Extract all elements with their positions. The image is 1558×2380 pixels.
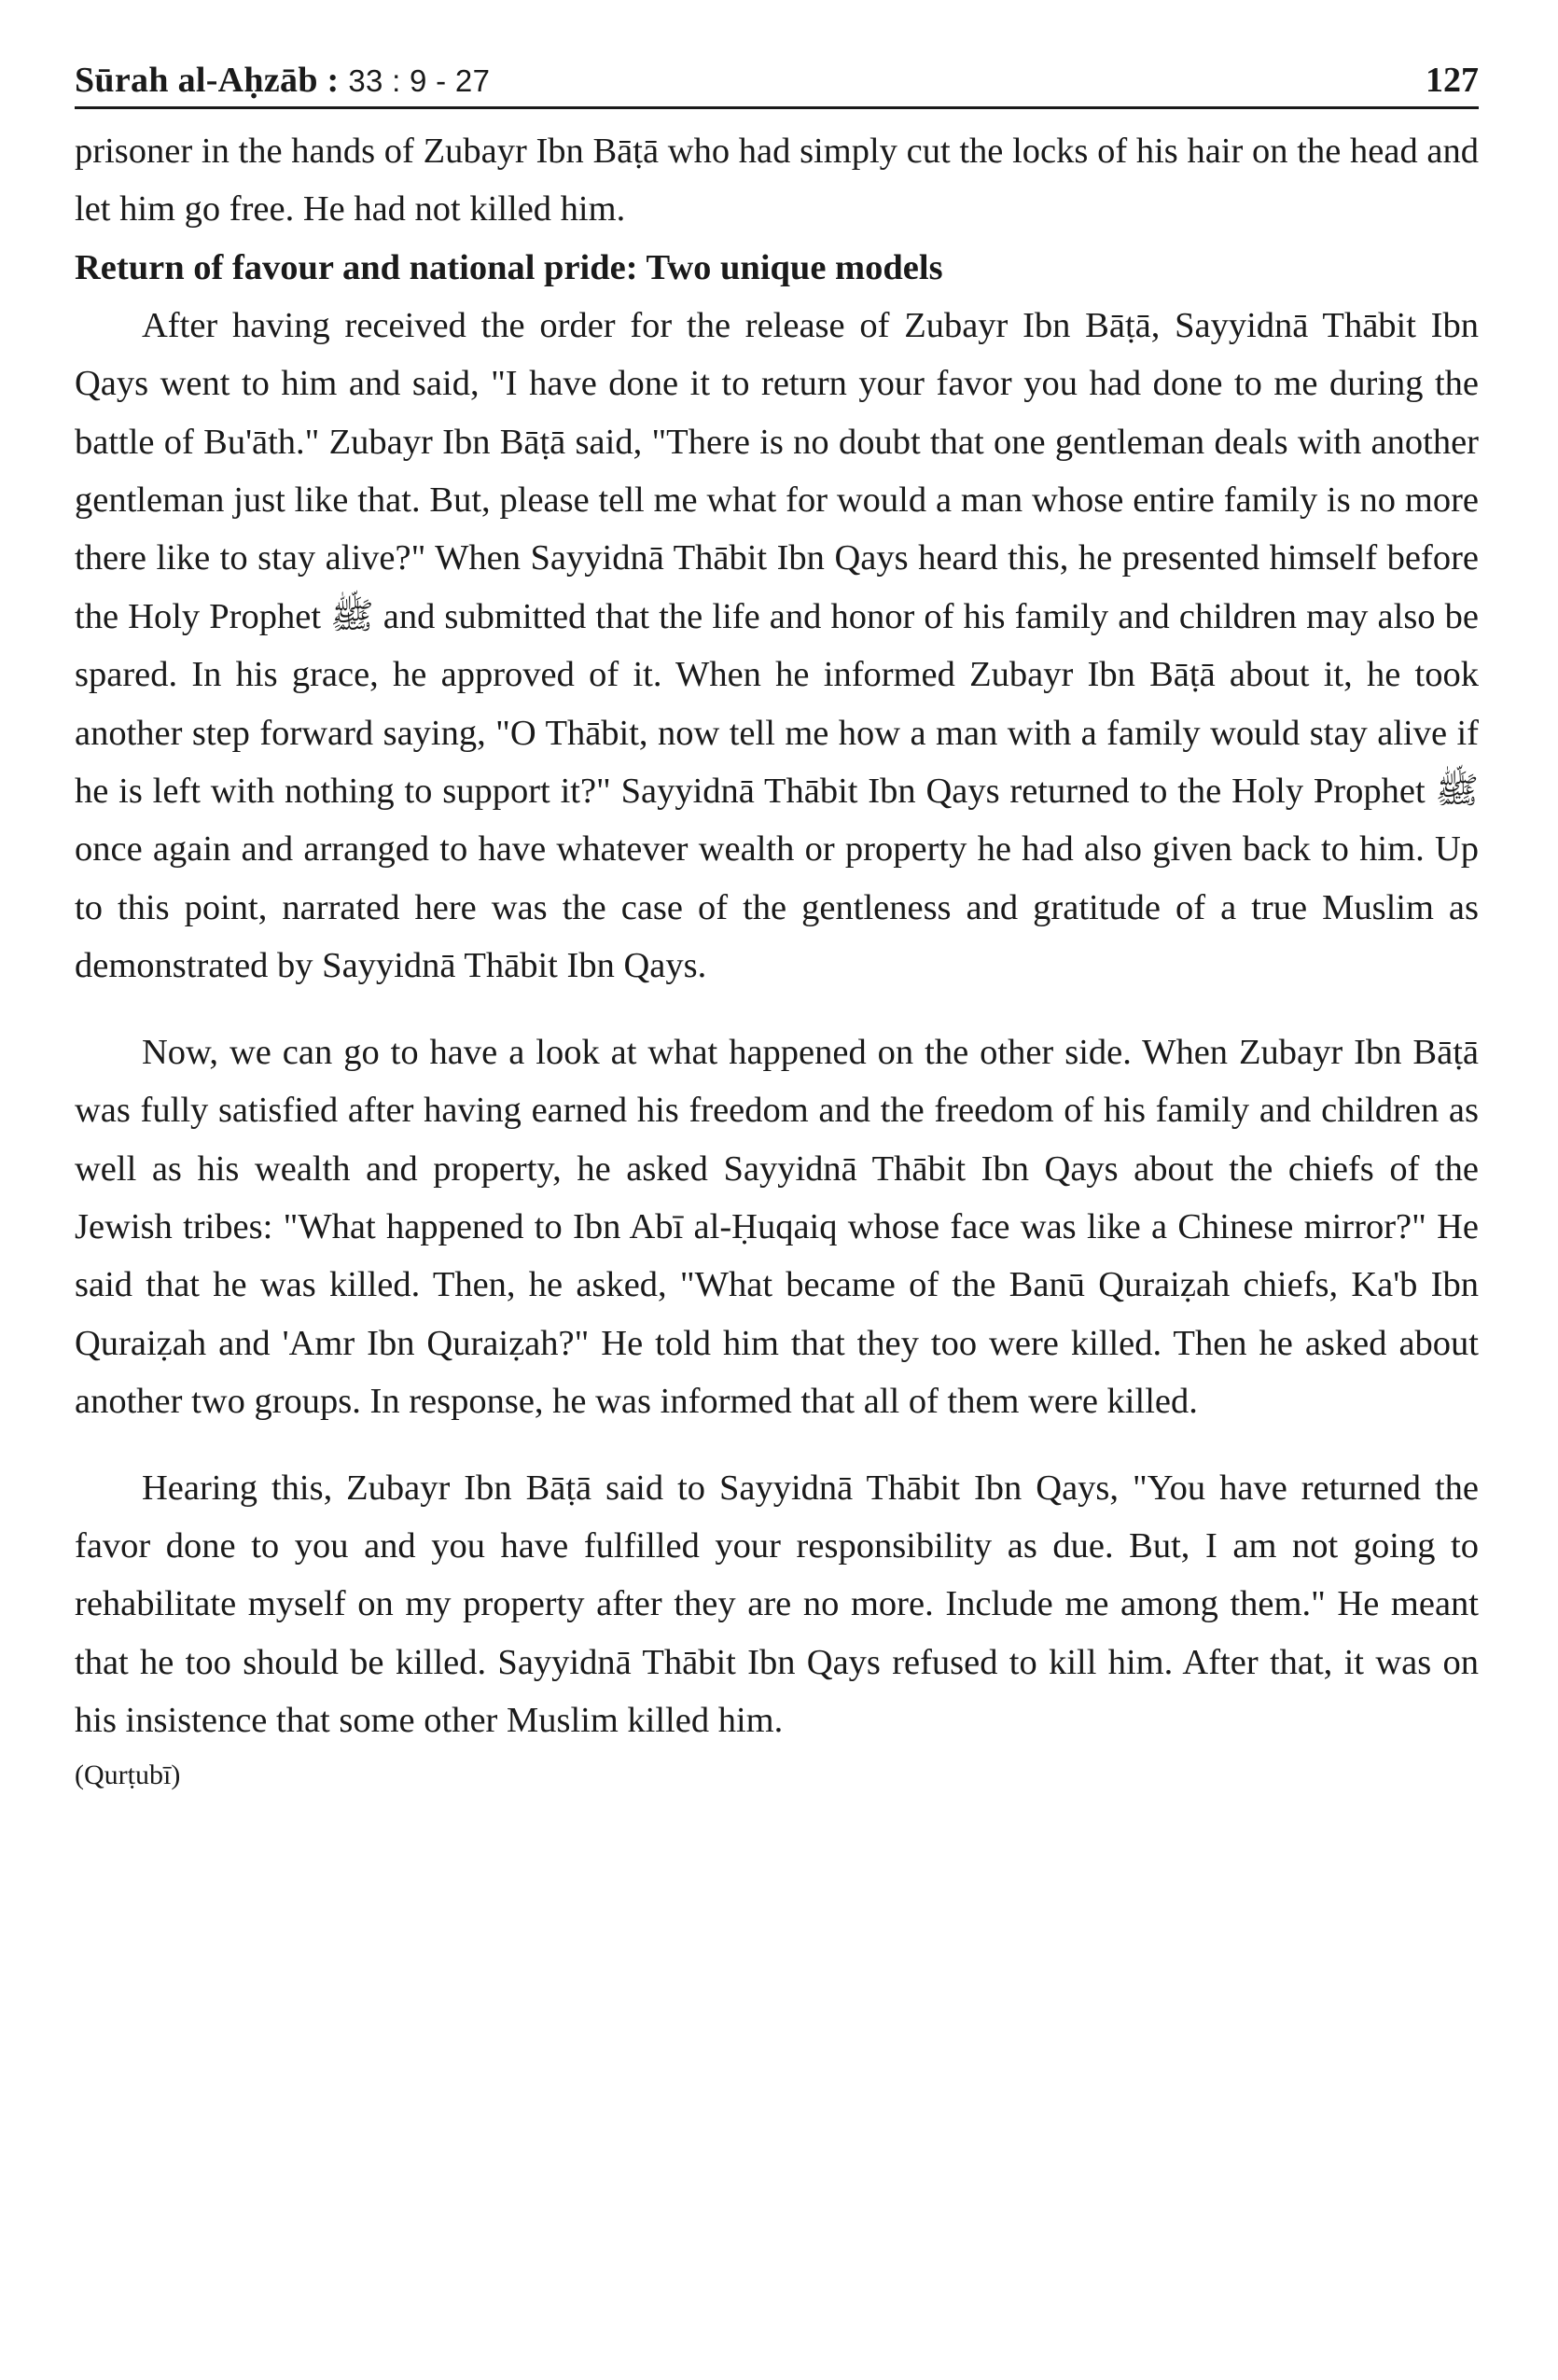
verse-reference: 33 : 9 - 27 <box>348 63 491 98</box>
section-heading: Return of favour and national pride: Two unique models <box>75 247 943 287</box>
paragraph-1: After having received the order for the release of Zubayr Ibn Bāṭā, Sayyidnā Thābit Ibn Qays went to him and said, "I have done it to return your favor you had done to me during the battle of Bu'āth." Zubayr Ibn Bāṭā said, "There is no doubt that one gentleman deals with another gentleman just like that. But, please tell me what for would a man whose entire family is no more there like to stay alive?" When Sayyidnā Thābit Ibn Qays heard this, he presented himself before the Holy Prophet ﷺ and submitted that the life and honor of his family and children may also be spared. In his grace, he approved of it. When he informed Zubayr Ibn Bāṭā about it, he took another step forward saying, "O Thābit, now tell me how a man with a family would stay alive if he is left with nothing to support it?" Sayyidnā Thābit Ibn Qays returned to the Holy Prophet ﷺ once again and arranged to have whatever wealth or property he had also given back to him. Up to this point, narrated here was the case of the gentleness and gratitude of a true Muslim as demonstrated by Sayyidnā Thābit Ibn Qays. <box>75 305 1479 986</box>
book-page <box>75 51 1479 1799</box>
page-body <box>75 122 1479 1799</box>
continued-paragraph: prisoner in the hands of Zubayr Ibn Bāṭā who had simply cut the locks of his hair on the head and let him go free. He had not killed him. <box>75 132 1479 230</box>
header-title-group <box>75 60 490 101</box>
page-number: 127 <box>1426 61 1479 100</box>
running-header <box>75 51 1479 109</box>
citation: (Qurṭubī) <box>75 1759 181 1790</box>
surah-title: Sūrah al-Aḥzāb : <box>75 61 340 100</box>
paragraph-2: Now, we can go to have a look at what happened on the other side. When Zubayr Ibn Bāṭā was fully satisfied after having earned his freedom and the freedom of his family and children as well as his wealth and property, he asked Sayyidnā Thābit Ibn Qays about the chiefs of the Jewish tribes: "What happened to Ibn Abī al-Ḥuqaiq whose face was like a Chinese mirror?" He said that he was killed. Then, he asked, "What became of the Banū Quraiẓah chiefs, Ka'b Ibn Quraiẓah and 'Amr Ibn Quraiẓah?" He told him that they too were killed. Then he asked about another two groups. In response, he was informed that all of them were killed. <box>75 1032 1479 1422</box>
paragraph-3: Hearing this, Zubayr Ibn Bāṭā said to Sayyidnā Thābit Ibn Qays, "You have returned the favor done to you and you have fulfilled your responsibility as due. But, I am not going to rehabilitate myself on my property after they are no more. Include me among them." He meant that he too should be killed. Sayyidnā Thābit Ibn Qays refused to kill him. After that, it was on his insistence that some other Muslim killed him. <box>75 1468 1479 1741</box>
